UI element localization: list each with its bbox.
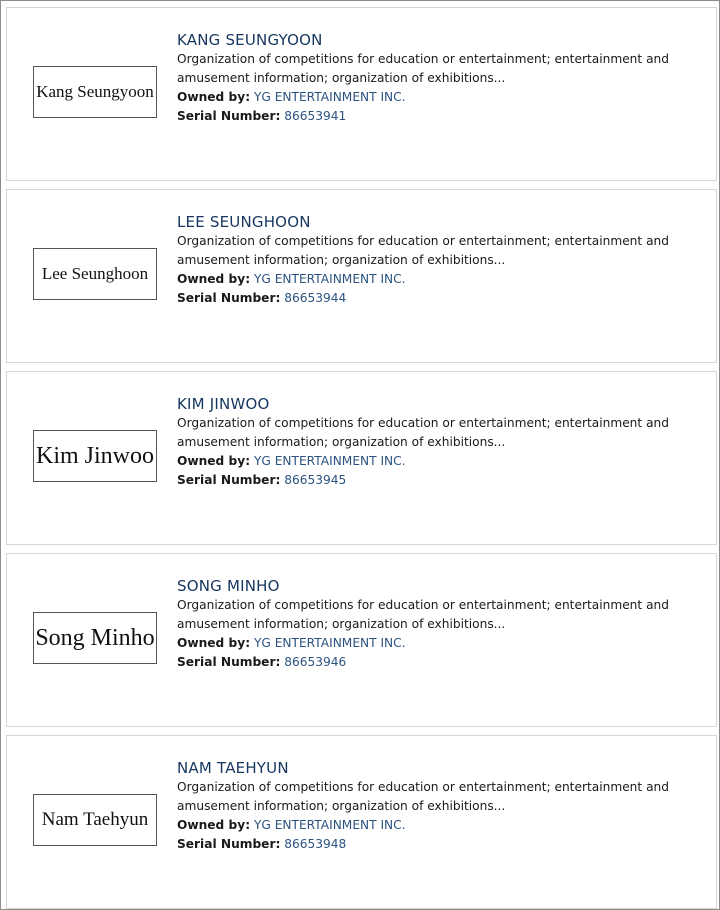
result-info [177,212,697,308]
result-description-line2: amusement information; organization of exhibitions... [177,799,506,813]
result-info [177,394,697,490]
result-title-link[interactable]: LEE SEUNGHOON [177,213,311,231]
mark-drawing: Lee Seunghoon [33,248,157,300]
serial-link[interactable]: 86653946 [284,655,347,669]
mark-drawing: Kim Jinwoo [33,430,157,482]
owner-label: Owned by: [177,272,251,286]
result-title-link[interactable]: SONG MINHO [177,577,280,595]
owner-link[interactable]: YG ENTERTAINMENT INC. [253,272,406,286]
result-title-link[interactable]: KANG SEUNGYOON [177,31,323,49]
result-description-line2: amusement information; organization of exhibitions... [177,253,506,267]
result-description-line1: Organization of competitions for education or entertainment; entertainment and [177,780,669,794]
mark-drawing: Kang Seungyoon [33,66,157,118]
result-info [177,758,697,854]
serial-row [177,471,697,490]
owner-link[interactable]: YG ENTERTAINMENT INC. [253,818,406,832]
result-info [177,30,697,126]
result-description-line1: Organization of competitions for education or entertainment; entertainment and [177,416,669,430]
owner-link[interactable]: YG ENTERTAINMENT INC. [253,636,406,650]
serial-link[interactable]: 86653944 [284,291,347,305]
serial-row [177,835,697,854]
result-description-line2: amusement information; organization of exhibitions... [177,435,506,449]
mark-drawing: Song Minho [33,612,157,664]
owner-link[interactable]: YG ENTERTAINMENT INC. [253,90,406,104]
result-title-link[interactable]: NAM TAEHYUN [177,759,289,777]
owner-row [177,88,697,107]
serial-row [177,289,697,308]
serial-label: Serial Number: [177,291,281,305]
result-card-kang-seungyoon[interactable] [6,7,717,181]
mark-drawing: Nam Taehyun [33,794,157,846]
owner-label: Owned by: [177,818,251,832]
result-card-song-minho[interactable] [6,553,717,727]
owner-row [177,452,697,471]
owner-label: Owned by: [177,90,251,104]
result-description-line1: Organization of competitions for education or entertainment; entertainment and [177,234,669,248]
owner-row [177,270,697,289]
serial-label: Serial Number: [177,109,281,123]
result-description-line1: Organization of competitions for education or entertainment; entertainment and [177,52,669,66]
result-description-line2: amusement information; organization of exhibitions... [177,71,506,85]
owner-row [177,634,697,653]
result-description-line1: Organization of competitions for education or entertainment; entertainment and [177,598,669,612]
result-card-nam-taehyun[interactable] [6,735,717,909]
owner-link[interactable]: YG ENTERTAINMENT INC. [253,454,406,468]
result-description-line2: amusement information; organization of exhibitions... [177,617,506,631]
serial-label: Serial Number: [177,655,281,669]
result-info [177,576,697,672]
serial-label: Serial Number: [177,837,281,851]
owner-label: Owned by: [177,636,251,650]
result-title-link[interactable]: KIM JINWOO [177,395,270,413]
serial-label: Serial Number: [177,473,281,487]
serial-link[interactable]: 86653941 [284,109,347,123]
serial-row [177,107,697,126]
serial-link[interactable]: 86653948 [284,837,347,851]
result-card-kim-jinwoo[interactable] [6,371,717,545]
serial-link[interactable]: 86653945 [284,473,347,487]
result-card-lee-seunghoon[interactable] [6,189,717,363]
owner-label: Owned by: [177,454,251,468]
owner-row [177,816,697,835]
serial-row [177,653,697,672]
